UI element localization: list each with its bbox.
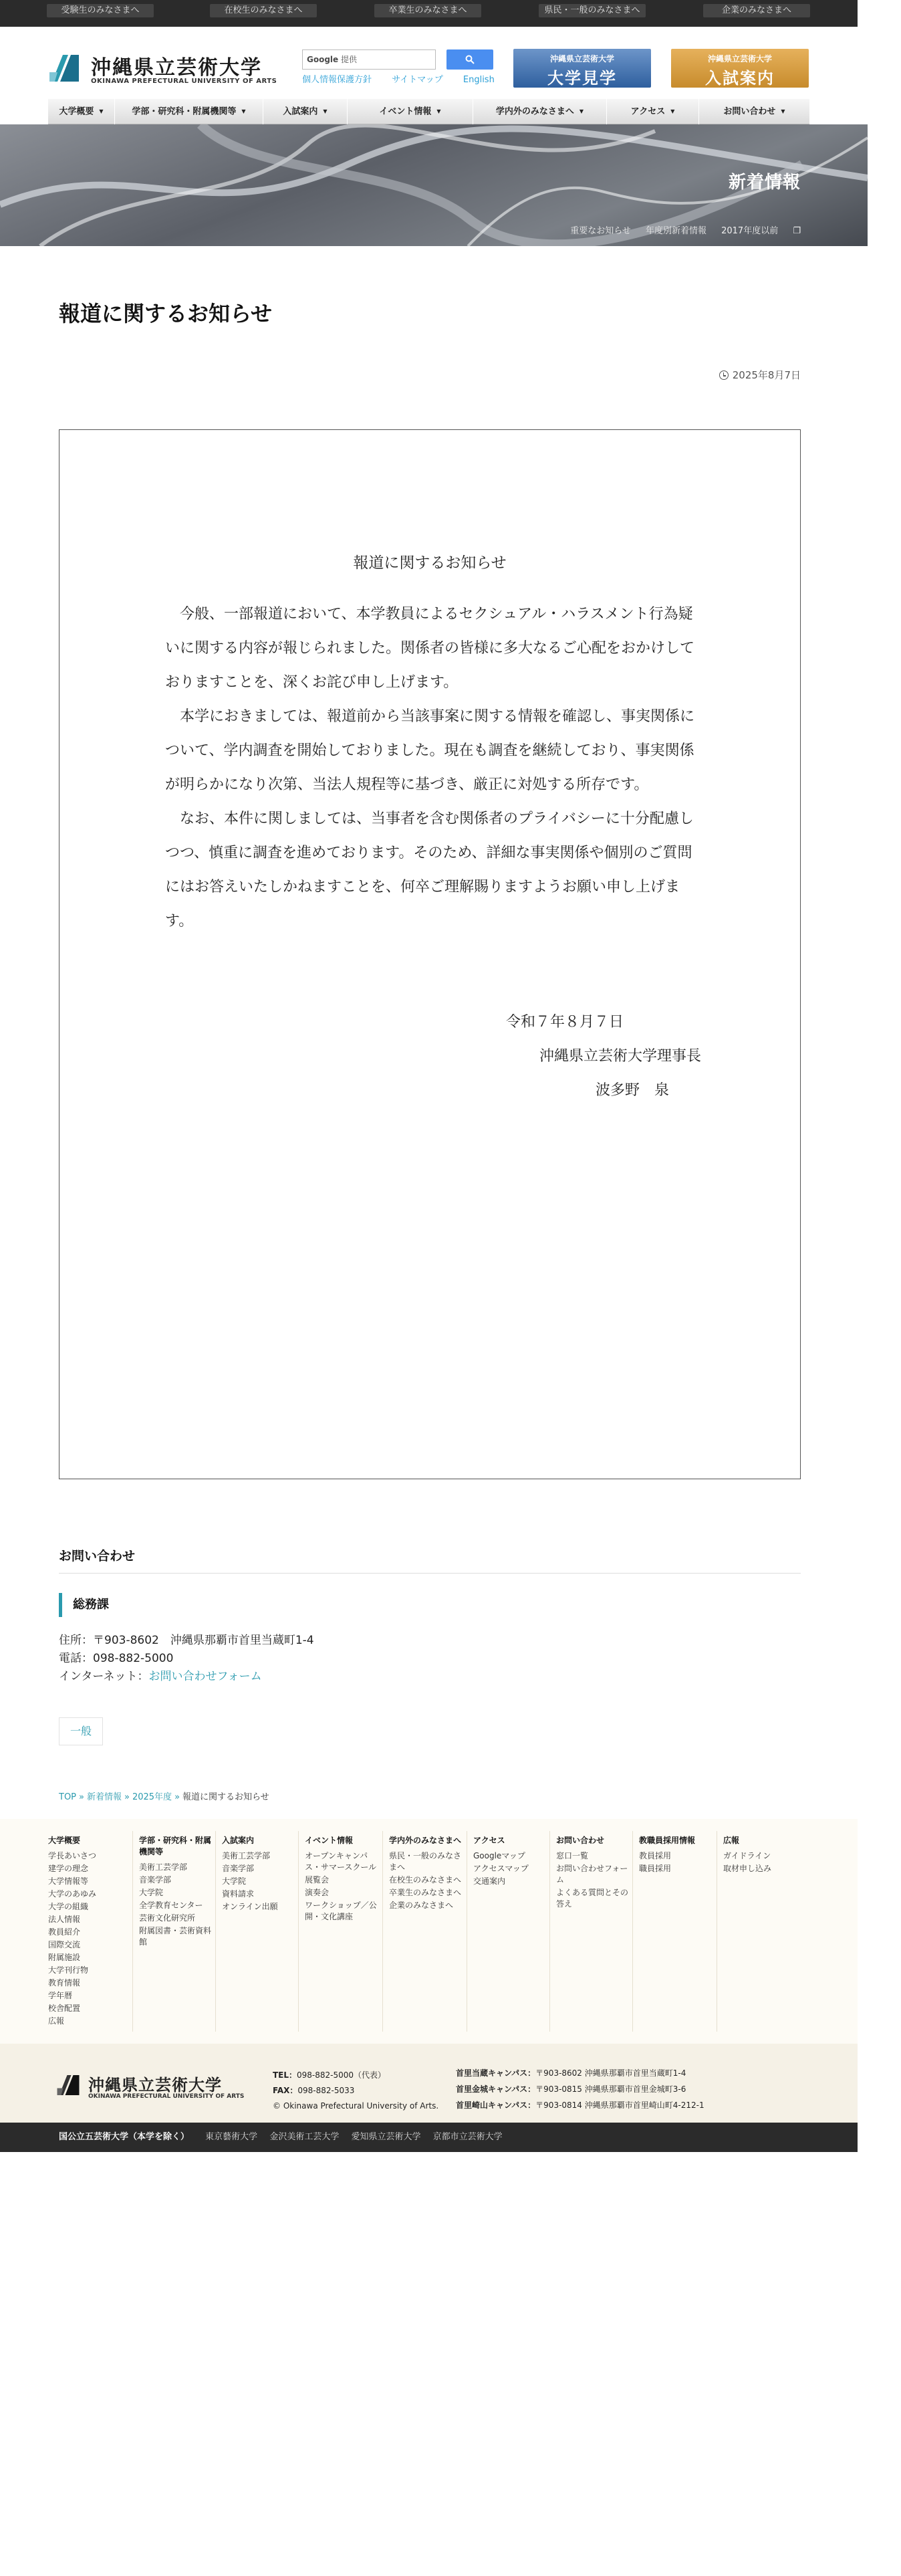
nav-item-contact[interactable] <box>699 99 810 124</box>
footer-column <box>473 1835 545 1889</box>
footer-link[interactable]: 企業のみなさまへ <box>389 1901 454 1910</box>
footer-link[interactable]: 大学情報等 <box>48 1876 89 1886</box>
footer-link[interactable]: 音楽学部 <box>139 1875 172 1885</box>
footer-column-divider <box>132 1831 133 2032</box>
nav-item-label: イベント情報 <box>379 106 432 117</box>
document-paragraph: 今般、一部報道において、本学教員によるセクシュアル・ハラスメント行為疑いに関する内容が報じられました。関係者の皆様に多大なるご心配をおかけしておりますことを、深くお詫び申し上げます。 <box>165 606 695 691</box>
contact-internet <box>59 1668 314 1686</box>
footer-link[interactable]: ガイドライン <box>723 1851 771 1860</box>
logo-japanese-text: 沖縄県立芸術大学 <box>91 56 262 80</box>
footer-link[interactable]: 音楽学部 <box>222 1864 255 1873</box>
signature-date: 令和７年８月７日 <box>505 1014 624 1031</box>
nav-item-audiences[interactable] <box>473 99 607 124</box>
nav-item-faculties[interactable] <box>115 99 263 124</box>
breadcrumb-separator: » <box>174 1792 180 1802</box>
inquiry-heading: お問い合わせ <box>59 1549 136 1564</box>
university-logo-icon <box>48 52 80 84</box>
footer-logo-english: OKINAWA PREFECTURAL UNIVERSITY OF ARTS <box>88 2093 245 2100</box>
search-provider-label: 提供 <box>341 55 358 64</box>
fax-label: FAX： <box>273 2086 298 2095</box>
footer-column-heading[interactable]: 学部・研究科・附属機関等 <box>139 1836 212 1856</box>
footer-link[interactable]: 美術工芸学部 <box>222 1851 271 1860</box>
global-nav <box>48 99 810 124</box>
footer-link[interactable]: 法人情報 <box>48 1915 81 1924</box>
fax-number: 098-882-5033 <box>297 2086 355 2095</box>
campus-address: 〒903-8602 沖縄県那覇市首里当蔵町1-4 <box>535 2068 686 2078</box>
contact-internet-label: インターネット： <box>59 1670 149 1683</box>
footer-link[interactable]: 卒業生のみなさまへ <box>389 1888 462 1897</box>
nav-item-label: 大学概要 <box>59 106 94 117</box>
nav-item-label: 学内外のみなさまへ <box>495 106 574 117</box>
publish-date <box>719 368 801 382</box>
footer-link[interactable]: 窓口一覧 <box>556 1851 589 1860</box>
footer-link[interactable]: 職員採用 <box>639 1864 672 1873</box>
footer-link[interactable]: よくある質問とその答え <box>556 1888 629 1909</box>
nav-item-label: お問い合わせ <box>723 106 776 117</box>
footer-contact <box>273 2068 438 2114</box>
search-brand: Google <box>307 55 339 64</box>
english-link[interactable]: English <box>463 75 495 85</box>
footer-column-divider <box>632 1831 633 2032</box>
header-links <box>302 72 512 85</box>
statement-document <box>59 429 801 1479</box>
arts-universities-heading: 国公立五芸術大学（本学を除く） <box>59 2132 190 2142</box>
campus-tour-banner-title: 大学見学 <box>547 69 617 88</box>
campus-address: 〒903-0814 沖縄県那覇市首里崎山町4-212-1 <box>535 2101 704 2110</box>
footer-link[interactable]: 大学院 <box>222 1876 247 1886</box>
caret-down-icon: ▼ <box>781 108 785 114</box>
footer-link[interactable]: 教員紹介 <box>48 1927 81 1937</box>
arts-university-link[interactable]: 愛知県立芸術大学 <box>351 2132 421 2142</box>
footer-logo[interactable] <box>56 2072 257 2101</box>
document-title: 報道に関するお知らせ <box>353 554 507 572</box>
topbar-link-companies[interactable]: 企業のみなさまへ <box>703 4 810 17</box>
footer-link[interactable]: 附属施設 <box>48 1953 81 1962</box>
caret-down-icon: ▼ <box>670 108 675 114</box>
footer-link[interactable]: 国際交流 <box>48 1940 81 1949</box>
footer-column <box>556 1835 628 1911</box>
footer-link[interactable]: 教員採用 <box>639 1851 672 1860</box>
arts-university-link[interactable]: 金沢美術工芸大学 <box>269 2132 340 2142</box>
footer-link[interactable]: 学長あいさつ <box>48 1851 97 1860</box>
footer-link[interactable]: 大学院 <box>139 1888 164 1897</box>
footer-column-divider <box>298 1831 299 2032</box>
footer-link[interactable]: アクセスマップ <box>473 1864 529 1873</box>
caret-down-icon: ▼ <box>323 108 328 114</box>
section-subnav <box>558 223 801 236</box>
footer-link[interactable]: 附属図書・芸術資料館 <box>139 1926 212 1947</box>
footer-column-heading[interactable]: アクセス <box>473 1836 505 1845</box>
site-header <box>0 27 858 99</box>
university-logo-icon <box>56 2073 80 2097</box>
search-button[interactable] <box>446 49 493 70</box>
tel-label: TEL： <box>273 2070 297 2080</box>
footer-column-heading[interactable]: 大学概要 <box>48 1836 81 1845</box>
caret-down-icon: ▼ <box>99 108 104 114</box>
topbar-link-applicants[interactable]: 受験生のみなさまへ <box>47 4 154 17</box>
top-audience-bar <box>0 0 858 27</box>
footer-column-divider <box>215 1831 216 2032</box>
nav-item-label: 学部・研究科・附属機関等 <box>132 106 237 117</box>
nav-item-admissions[interactable] <box>263 99 348 124</box>
footer-link[interactable]: 学年暦 <box>48 1991 73 2000</box>
site-logo[interactable] <box>48 51 289 88</box>
document-paragraph: 本学におきましては、報道前から当該事案に関する情報を確認し、事実関係について、学内調査を開始しておりました。現在も調査を継続しており、事実関係が明らかになり次第、当法人規程等に基づき、厳正に対処する所存です。 <box>165 708 695 793</box>
signature-name: 波多野 泉 <box>595 1082 669 1099</box>
footer-link[interactable]: 県民・一般のみなさまへ <box>389 1851 462 1872</box>
footer-link[interactable]: Googleマップ <box>473 1851 525 1860</box>
tab-news-by-year[interactable]: 年度別新着情報 <box>645 226 706 236</box>
footer-link[interactable]: オンライン出願 <box>222 1902 278 1911</box>
footer-link[interactable]: 全学教育センター <box>139 1901 203 1910</box>
clock-icon <box>719 370 729 380</box>
document-signature <box>59 1005 701 1107</box>
footer-column-heading[interactable]: 学内外のみなさまへ <box>389 1836 462 1845</box>
search-input[interactable] <box>302 49 436 70</box>
footer-link[interactable]: 大学の組織 <box>48 1902 89 1911</box>
section-title: 新着情報 <box>728 173 801 193</box>
sitemap-link[interactable]: サイトマップ <box>392 75 443 85</box>
logo-english-text: OKINAWA PREFECTURAL UNIVERSITY OF ARTS <box>91 78 277 85</box>
breadcrumb-separator: » <box>124 1792 130 1802</box>
topbar-link-students[interactable]: 在校生のみなさまへ <box>210 4 317 17</box>
campus-name: 首里崎山キャンパス： <box>456 2101 536 2110</box>
footer-link[interactable]: 広報 <box>48 2016 65 2026</box>
document-body <box>165 597 700 938</box>
document-paragraph: なお、本件に関しましては、当事者を含む関係者のプライバシーに十分配慮しつつ、慎重に調査を進めております。そのため、詳細な事実関係や個別のご質問にはお答えいたしかねますことを、何卒ご理解賜りますようお願い申し上げます。 <box>165 811 694 930</box>
contact-phone: 電話：098-882-5000 <box>59 1652 174 1665</box>
category-tag[interactable]: 一般 <box>59 1717 103 1745</box>
footer-link[interactable]: 建学の理念 <box>48 1864 89 1873</box>
breadcrumb-separator: » <box>79 1792 84 1802</box>
tab-archive-2017[interactable]: 2017年度以前 <box>721 226 779 236</box>
footer-column-divider <box>549 1831 550 2032</box>
nav-item-events[interactable] <box>348 99 473 124</box>
arts-universities-bar <box>0 2123 858 2152</box>
admissions-banner-title: 入試案内 <box>705 69 775 88</box>
admissions-banner[interactable] <box>671 49 809 88</box>
caret-down-icon: ▼ <box>436 108 441 114</box>
inquiry-form-link[interactable]: お問い合わせフォーム <box>148 1670 262 1683</box>
footer-logo-japanese: 沖縄県立芸術大学 <box>88 2076 222 2095</box>
page-title: 報道に関するお知らせ <box>59 301 273 326</box>
footer-link[interactable]: 交通案内 <box>473 1876 506 1886</box>
footer-link[interactable]: お問い合わせフォーム <box>556 1864 628 1885</box>
site-footer <box>0 1819 858 2123</box>
footer-link[interactable]: オープンキャンパス・サマースクール <box>305 1851 377 1872</box>
footer-column <box>305 1835 380 1924</box>
footer-column-heading[interactable]: 広報 <box>723 1836 740 1845</box>
arts-university-link[interactable]: 東京藝術大学 <box>205 2132 258 2142</box>
campus-name: 首里金城キャンパス： <box>456 2084 536 2094</box>
caret-down-icon: ▼ <box>579 108 584 114</box>
caret-down-icon: ▼ <box>241 108 246 114</box>
admissions-banner-small: 沖縄県立芸術大学 <box>707 54 772 64</box>
footer-column <box>48 1835 126 2028</box>
footer-column-heading[interactable]: 入試案内 <box>222 1836 255 1845</box>
footer-link[interactable]: 演奏会 <box>305 1888 330 1897</box>
footer-column-divider <box>382 1831 383 2032</box>
footer-link[interactable]: 校舎配置 <box>48 2004 81 2013</box>
breadcrumb-news[interactable]: 新着情報 <box>86 1792 122 1802</box>
footer-column-heading[interactable]: お問い合わせ <box>556 1836 605 1845</box>
nav-item-about[interactable] <box>48 99 115 124</box>
nav-item-access[interactable] <box>607 99 699 124</box>
divider <box>59 1573 801 1574</box>
footer-link[interactable]: 美術工芸学部 <box>139 1862 188 1872</box>
footer-column <box>222 1835 294 1914</box>
footer-column <box>139 1835 211 1949</box>
footer-link[interactable]: 資料請求 <box>222 1889 255 1899</box>
campus-tour-banner[interactable] <box>513 49 651 88</box>
footer-column-heading[interactable]: 教職員採用情報 <box>639 1836 696 1845</box>
footer-link[interactable]: 大学刊行物 <box>48 1965 89 1975</box>
breadcrumb-top[interactable]: TOP <box>59 1792 77 1802</box>
campus-address: 〒903-0815 沖縄県那覇市首里金城町3-6 <box>535 2084 686 2094</box>
footer-link[interactable]: 取材申し込み <box>723 1864 772 1873</box>
nav-item-label: 入試案内 <box>283 106 318 117</box>
search-icon <box>465 55 475 64</box>
footer-link[interactable]: ワークショップ／公開・文化講座 <box>305 1901 377 1921</box>
footer-column <box>639 1835 711 1876</box>
contact-details <box>59 1632 314 1686</box>
nav-item-label: アクセス <box>630 106 666 117</box>
copyright: © Okinawa Prefectural University of Arts. <box>273 2101 439 2111</box>
footer-campuses <box>456 2065 704 2113</box>
department-name: 総務課 <box>59 1593 109 1617</box>
signature-organization: 沖縄県立芸術大学理事長 <box>539 1048 701 1065</box>
tab-important-news[interactable]: 重要なお知らせ <box>570 226 631 236</box>
tel-number: 098-882-5000（代表） <box>297 2070 386 2080</box>
arts-university-link[interactable]: 京都市立芸術大学 <box>432 2132 503 2142</box>
footer-link[interactable]: 展覧会 <box>305 1875 330 1885</box>
footer-column <box>389 1835 464 1913</box>
campus-tour-banner-small: 沖縄県立芸術大学 <box>549 54 614 64</box>
publish-date-text: 2025年8月7日 <box>732 369 801 381</box>
footer-column-heading[interactable]: イベント情報 <box>305 1836 354 1845</box>
footer-link[interactable]: 芸術文化研究所 <box>139 1913 196 1923</box>
topbar-link-public[interactable]: 県民・一般のみなさまへ <box>539 4 646 17</box>
breadcrumb <box>59 1790 269 1802</box>
topbar-link-alumni[interactable]: 卒業生のみなさまへ <box>374 4 481 17</box>
contact-address: 住所：〒903-8602 沖縄県那覇市首里当蔵町1-4 <box>59 1634 314 1647</box>
section-hero <box>0 124 868 246</box>
breadcrumb-year[interactable]: 2025年度 <box>132 1792 172 1802</box>
archive-icon: ❐ <box>793 226 801 236</box>
footer-link[interactable]: 大学のあゆみ <box>48 1889 97 1899</box>
footer-column <box>723 1835 797 1876</box>
footer-link[interactable]: 教育情報 <box>48 1978 81 1988</box>
campus-name: 首里当蔵キャンパス： <box>456 2068 536 2078</box>
breadcrumb-current: 報道に関するお知らせ <box>182 1792 269 1802</box>
privacy-policy-link[interactable]: 個人情報保護方針 <box>302 75 372 85</box>
footer-link[interactable]: 在校生のみなさまへ <box>389 1875 462 1885</box>
